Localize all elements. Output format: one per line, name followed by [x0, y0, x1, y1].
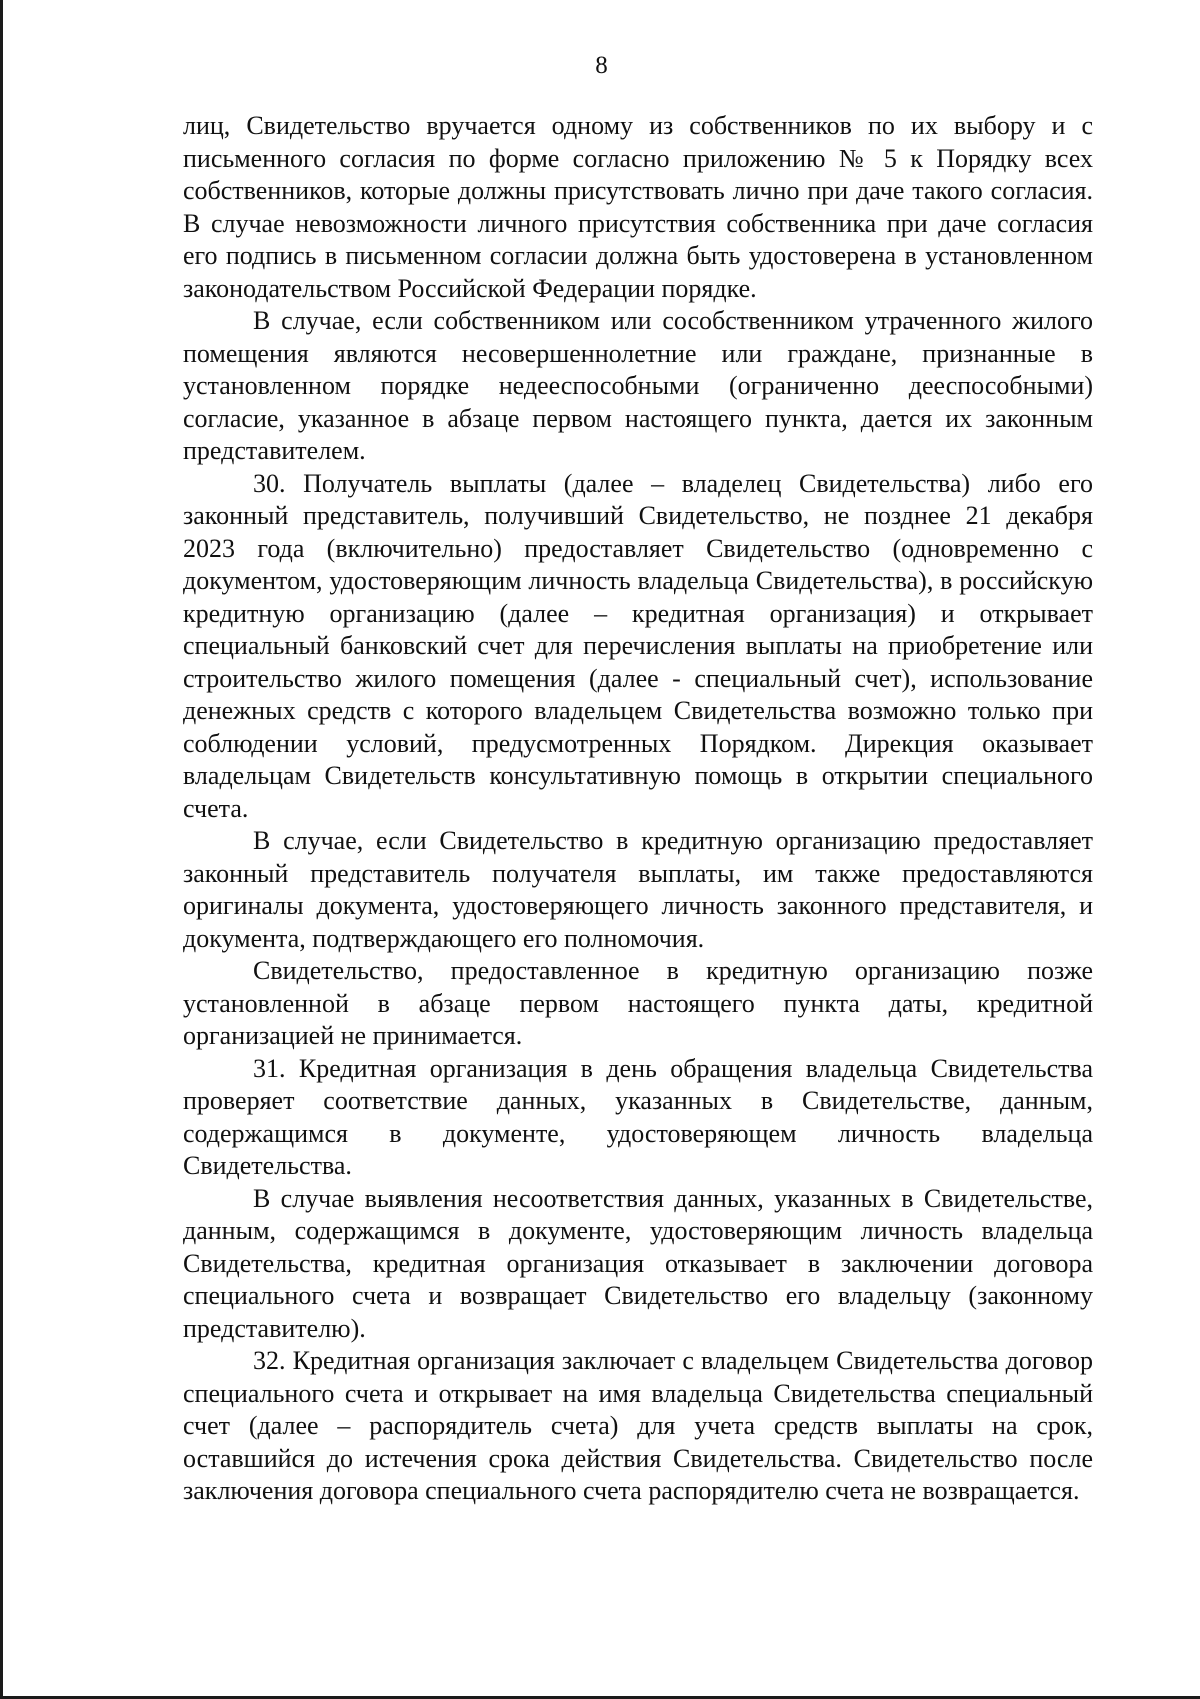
- paragraph-continuation: лиц, Свидетельство вручается одному из собственников по их выбору и с письменного согласия по форме согласно приложению № 5 к Порядку всех собственников, которые должны присутствовать лично при даче такого согласия. В случае невозможности личного присутствия собственника при даче согласия его подпись в письменном согласии должна быть удостоверена в установленном законодательством Российской Федерации порядке.: [183, 111, 1093, 303]
- paragraph-clause-30: 30. Получатель выплаты (далее – владелец Свидетельства) либо его законный представитель, получивший Свидетельство, не позднее 21 декабря 2023 года (включительно) предоставляет Свидетельство (одновременно с документом, удостоверяющим личность владельца Свидетельства), в российскую кредитную организацию (далее – кредитная организация) и открывает специальный банковский счет для перечисления выплаты на приобретение или строительство жилого помещения (далее - специальный счет), использование денежных средств с которого владельцем Свидетельства возможно только при соблюдении условий, предусмотренных Порядком. Дирекция оказывает владельцам Свидетельств консультативную помощь в открытии специального счета.: [183, 468, 1093, 823]
- paragraph-clause-31: 31. Кредитная организация в день обращения владельца Свидетельства проверяет соответствие данных, указанных в Свидетельстве, данным, содержащимся в документе, удостоверяющем личность владельца Свидетельства.: [183, 1053, 1093, 1180]
- document-body: [183, 110, 1093, 1508]
- paragraph-clause-32: 32. Кредитная организация заключает с владельцем Свидетельства договор специального счета и открывает на имя владельца Свидетельства специальный счет (далее – распорядитель счета) для учета средств выплаты на срок, оставшийся до истечения срока действия Свидетельства. Свидетельство после заключения договора специального счета распорядителю счета не возвращается.: [183, 1346, 1093, 1505]
- paragraph-legal-representative: В случае, если Свидетельство в кредитную организацию предоставляет законный представитель получателя выплаты, им также предоставляются оригиналы документа, удостоверяющего личность законного представителя, и документа, подтверждающего его полномочия.: [183, 826, 1093, 953]
- paragraph-data-mismatch: В случае выявления несоответствия данных, указанных в Свидетельстве, данным, содержащимся в документе, удостоверяющим личность владельца Свидетельства, кредитная организация отказывает в заключении договора специального счета и возвращает Свидетельство его владельцу (законному представителю).: [183, 1183, 1093, 1343]
- paragraph-minors-consent: В случае, если собственником или сособственником утраченного жилого помещения являются несовершеннолетние или граждане, признанные в установленном порядке недееспособными (ограниченно дееспособными) согласие, указанное в абзаце первом настоящего пункта, дается их законным представителем.: [183, 306, 1093, 465]
- page-number: 8: [595, 52, 608, 79]
- paragraph-late-submission: Свидетельство, предоставленное в кредитную организацию позже установленной в абзаце первом настоящего пункта даты, кредитной организацией не принимается.: [183, 956, 1093, 1050]
